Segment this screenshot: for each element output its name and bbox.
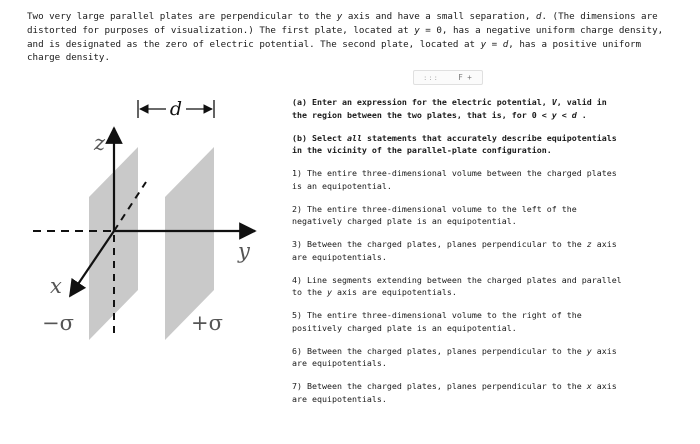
- y-axis-label: y: [238, 239, 250, 263]
- statement-option[interactable]: 1) The entire three-dimensional volume between the charged plates is an equipotential.: [292, 168, 617, 191]
- statement-option[interactable]: 5) The entire three-dimensional volume to the right of the positively charged plate is an equipotential.: [292, 310, 582, 333]
- editor-toolbar[interactable]: [413, 70, 483, 85]
- statement-option[interactable]: 4) Line segments extending between the charged plates and parallel to the y axis are equipotentials.: [292, 274, 622, 297]
- format-button[interactable]: F +: [458, 73, 472, 82]
- positive-charge-label: +σ: [191, 311, 223, 335]
- part-a-question: (a) Enter an expression for the electric potential, V, valid in the region between the two plates, that is, for 0 < y < d .: [292, 97, 607, 120]
- problem-intro: Two very large parallel plates are perpendicular to the y axis and have a small separation, d. (The dimensions are distorted for purposes of visualization.) The first plate, located at y = 0, has a negative uniform charge density, and is designated as the zero of electric potential. The second plate, located at y = d, has a positive uniform charge density.: [27, 11, 664, 64]
- part-b-question: (b) Select all statements that accurately describe equipotentials in the vicinity of the parallel-plate configuration.: [292, 132, 617, 155]
- statement-option[interactable]: 2) The entire three-dimensional volume to the left of the negatively charged plate is an equipotential.: [292, 203, 577, 226]
- separation-label: d: [169, 98, 183, 120]
- z-axis-label: z: [94, 131, 106, 155]
- x-axis-label: x: [50, 274, 62, 298]
- questions-panel: [292, 96, 622, 416]
- negative-charge-label: −σ: [42, 311, 74, 335]
- statement-option[interactable]: 3) Between the charged plates, planes perpendicular to the z axis are equipotentials.: [292, 239, 617, 262]
- drag-handle-icon[interactable]: :::: [423, 73, 439, 82]
- statement-option[interactable]: 7) Between the charged plates, planes perpendicular to the x axis are equipotentials.: [292, 381, 617, 404]
- statement-option[interactable]: 6) Between the charged plates, planes perpendicular to the y axis are equipotentials.: [292, 345, 617, 368]
- parallel-plates-figure: [28, 90, 266, 348]
